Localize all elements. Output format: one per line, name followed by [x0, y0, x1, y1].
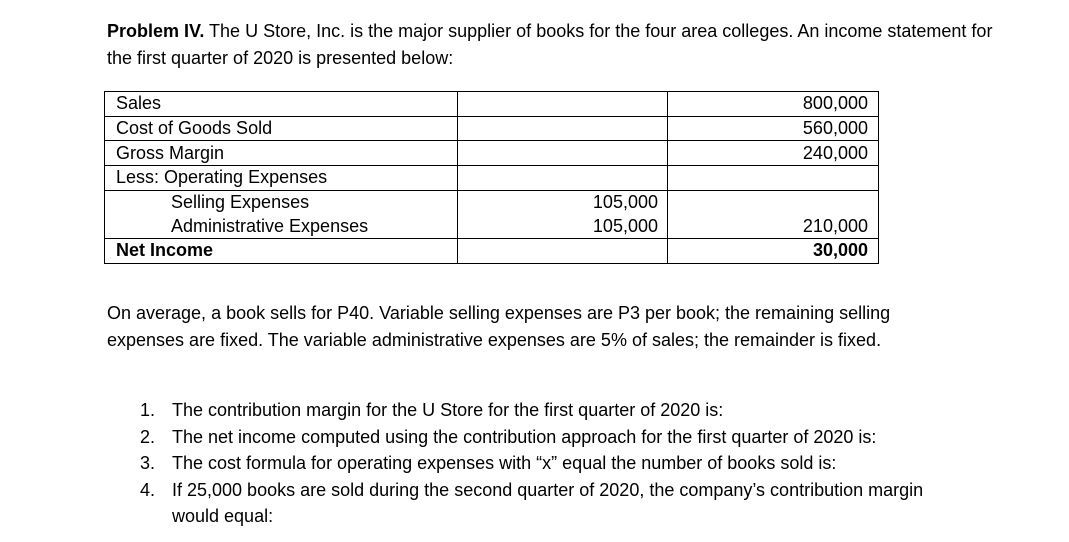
row-amount-gross-margin: 240,000: [668, 141, 879, 166]
question-number: 4.: [140, 479, 156, 500]
table-row: [105, 190, 879, 214]
list-item: [140, 397, 960, 424]
row-mid-selling: 105,000: [458, 190, 668, 214]
list-item: [140, 424, 960, 451]
problem-heading: Problem IV.: [107, 21, 205, 41]
row-amount-admin: 210,000: [668, 214, 879, 238]
row-amount-less-opex: [668, 166, 879, 191]
row-label-gross-margin: Gross Margin: [105, 141, 458, 166]
row-mid-sales: [458, 92, 668, 117]
assumptions-paragraph: On average, a book sells for P40. Variable selling expenses are P3 per book; the remaining selling expenses are fixed. The variable administrative expenses are 5% of sales; the remainder is fixed.: [107, 303, 891, 350]
row-amount-selling: [668, 190, 879, 214]
question-number: 2.: [140, 426, 156, 447]
list-item: [140, 477, 960, 530]
row-label-selling: Selling Expenses: [105, 190, 458, 214]
row-label-net-income: Net Income: [105, 239, 458, 264]
row-label-less-opex: Less: Operating Expenses: [105, 166, 458, 191]
question-text: The contribution margin for the U Store for the first quarter of 2020 is:: [172, 400, 724, 420]
question-number: 1.: [140, 400, 156, 420]
row-mid-less-opex: [458, 166, 668, 191]
row-mid-cogs: [458, 116, 668, 141]
table-row: [105, 116, 879, 141]
table-row: [105, 214, 879, 238]
row-label-cogs: Cost of Goods Sold: [105, 116, 458, 141]
list-item: [140, 450, 960, 477]
row-label-sales: Sales: [105, 92, 458, 117]
problem-intro-text: The U Store, Inc. is the major supplier of books for the four area colleges. An income statement for the first quarter of 2020 is presented below:: [107, 21, 993, 68]
question-text: If 25,000 books are sold during the second quarter of 2020, the company’s contribution margin would equal:: [172, 479, 924, 526]
question-list: [140, 397, 960, 530]
row-mid-admin: 105,000: [458, 214, 668, 238]
table-row: [105, 141, 879, 166]
problem-intro: [107, 18, 1007, 72]
income-statement-table: [104, 91, 879, 264]
question-number: 3.: [140, 453, 156, 473]
table-row: [105, 92, 879, 117]
row-amount-cogs: 560,000: [668, 116, 879, 141]
table-row: [105, 166, 879, 191]
row-mid-net-income: [458, 239, 668, 264]
row-amount-net-income: 30,000: [668, 239, 879, 264]
row-amount-sales: 800,000: [668, 92, 879, 117]
row-label-admin: Administrative Expenses: [105, 214, 458, 238]
question-text: The net income computed using the contribution approach for the first quarter of 2020 is:: [172, 426, 877, 447]
table-row: [105, 239, 879, 264]
question-text: The cost formula for operating expenses with “x” equal the number of books sold is:: [172, 453, 837, 473]
row-mid-gross-margin: [458, 141, 668, 166]
